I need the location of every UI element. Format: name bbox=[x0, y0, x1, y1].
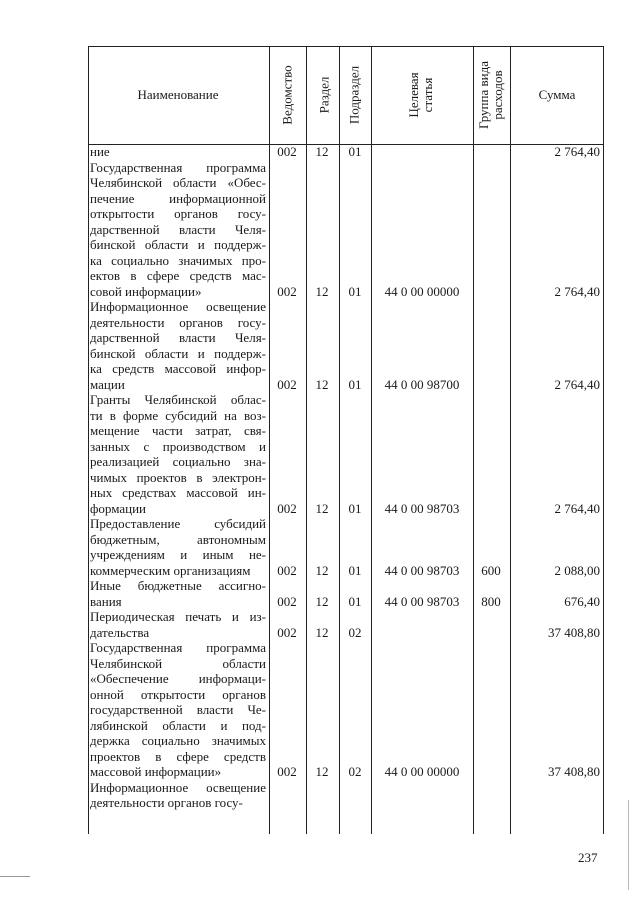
row-raz: 12 bbox=[315, 562, 329, 578]
row-name-line: Предоставление субсидий bbox=[90, 516, 266, 531]
table-row bbox=[88, 780, 604, 811]
row-name-line: печение информационной bbox=[90, 190, 266, 206]
row-name-line: ных средствах массовой ин- bbox=[90, 485, 266, 500]
row-ved: 002 bbox=[277, 283, 297, 299]
header-name-label: Наименование bbox=[137, 87, 219, 102]
row-sum: 37 408,80 bbox=[548, 624, 600, 640]
row-vr: 600 bbox=[481, 562, 501, 578]
row-vr: 800 bbox=[481, 593, 501, 609]
row-name-line: чимых проектов в электрон- bbox=[90, 469, 266, 485]
row-name-line: открытости органов госу- bbox=[90, 206, 266, 221]
table-row bbox=[88, 609, 604, 640]
row-name-line: мации bbox=[90, 376, 125, 392]
row-name bbox=[90, 392, 266, 516]
row-sum: 2 764,40 bbox=[554, 144, 600, 159]
row-podr: 02 bbox=[348, 624, 362, 640]
row-raz: 12 bbox=[315, 764, 329, 779]
header-gruppa-line2: расходов bbox=[490, 70, 505, 120]
header-celevaya bbox=[407, 72, 435, 117]
row-ved: 002 bbox=[277, 144, 297, 159]
row-name bbox=[90, 144, 266, 160]
row-sum: 2 088,00 bbox=[554, 562, 600, 578]
row-name-line: Государственная программа bbox=[90, 159, 266, 175]
row-podr: 02 bbox=[348, 764, 362, 779]
row-raz: 12 bbox=[315, 376, 329, 392]
row-podr: 01 bbox=[348, 593, 362, 609]
scan-edge-mark bbox=[628, 800, 629, 890]
header-razdel: Раздел bbox=[316, 76, 332, 114]
row-name bbox=[90, 299, 266, 392]
row-name bbox=[90, 578, 266, 609]
row-name-line: учреждениям и иным не- bbox=[90, 547, 266, 562]
row-cs: 44 0 00 98703 bbox=[384, 593, 460, 609]
header-gruppa-line1: Группа вида bbox=[476, 61, 491, 129]
row-name-line: лябинской области и под- bbox=[90, 717, 266, 733]
row-name-line: ка социально значимых про- bbox=[90, 252, 266, 268]
row-name-line: бюджетным, автономным bbox=[90, 531, 266, 547]
header-vedomstvo: Ведомство bbox=[279, 65, 295, 125]
row-podr: 01 bbox=[348, 144, 362, 159]
row-name-line: деятельности органов госу- bbox=[90, 314, 266, 330]
row-sum: 2 764,40 bbox=[554, 283, 600, 299]
page-number: 237 bbox=[578, 850, 598, 865]
row-name-line: дарственной власти Челя- bbox=[90, 330, 266, 345]
header-celevaya-line2: статья bbox=[420, 77, 435, 113]
row-sum: 2 764,40 bbox=[554, 376, 600, 392]
row-name-line: реализацией социально зна- bbox=[90, 454, 266, 469]
table-row bbox=[88, 299, 604, 392]
row-name-line: ка средств массовой инфор- bbox=[90, 361, 266, 376]
table-row bbox=[88, 160, 604, 300]
table-row bbox=[88, 144, 604, 160]
row-name bbox=[90, 780, 266, 811]
row-name-line: Периодическая печать и из- bbox=[90, 609, 266, 624]
row-name-line: государственной власти Че- bbox=[90, 702, 266, 717]
row-cs: 44 0 00 00000 bbox=[384, 283, 460, 299]
header-summa-label: Сумма bbox=[538, 87, 576, 102]
row-name-line: мещение части затрат, свя- bbox=[90, 423, 266, 438]
row-podr: 01 bbox=[348, 562, 362, 578]
row-raz: 12 bbox=[315, 593, 329, 609]
row-name-line: «Обеспечение информаци- bbox=[90, 671, 266, 686]
row-name bbox=[90, 640, 266, 780]
row-name-line: Гранты Челябинской облас- bbox=[90, 392, 266, 407]
row-name-line: бинской области и поддерж- bbox=[90, 345, 266, 361]
row-name-line: массовой информации» bbox=[90, 764, 222, 779]
row-name-line: Челябинской области «Обес- bbox=[90, 175, 266, 190]
row-podr: 01 bbox=[348, 376, 362, 392]
table-row bbox=[88, 516, 604, 578]
row-name bbox=[90, 160, 266, 300]
row-name-line: онной открытости органов bbox=[90, 686, 266, 702]
row-raz: 12 bbox=[315, 624, 329, 640]
row-raz: 12 bbox=[315, 500, 329, 516]
row-cs: 44 0 00 98703 bbox=[384, 562, 460, 578]
row-name-line: ти в форме субсидий на воз- bbox=[90, 407, 266, 423]
row-name-line: формации bbox=[90, 500, 147, 516]
header-celevaya-line1: Целевая bbox=[406, 72, 421, 118]
row-name-line: проектов в сфере средств bbox=[90, 748, 266, 764]
row-cs: 44 0 00 98700 bbox=[384, 376, 460, 392]
row-ved: 002 bbox=[277, 593, 297, 609]
table-row bbox=[88, 392, 604, 516]
row-raz: 12 bbox=[315, 283, 329, 299]
row-name-line: вания bbox=[90, 593, 122, 609]
row-name-line: коммерческим организациям bbox=[90, 562, 251, 578]
row-name-line: Иные бюджетные ассигно- bbox=[90, 578, 266, 593]
row-name-line: Челябинской области bbox=[90, 655, 266, 671]
header-gruppa bbox=[477, 61, 505, 129]
row-cs: 44 0 00 98703 bbox=[384, 500, 460, 516]
header-podrazdel: Подраздел bbox=[346, 65, 362, 125]
row-name-line: дательства bbox=[90, 624, 150, 640]
row-sum: 37 408,80 bbox=[548, 764, 600, 779]
table-row bbox=[88, 578, 604, 609]
row-name-line: ектов в сфере средств мас- bbox=[90, 268, 266, 283]
row-ved: 002 bbox=[277, 500, 297, 516]
row-ved: 002 bbox=[277, 376, 297, 392]
row-name-line: ние bbox=[90, 144, 110, 159]
row-sum: 676,40 bbox=[564, 593, 600, 609]
row-name-line: бинской области и поддерж- bbox=[90, 237, 266, 252]
row-cs: 44 0 00 00000 bbox=[384, 764, 460, 779]
table-row bbox=[88, 640, 604, 780]
row-raz: 12 bbox=[315, 144, 329, 159]
scan-corner-mark bbox=[0, 876, 30, 877]
row-podr: 01 bbox=[348, 283, 362, 299]
row-name-line: Информационное освещение bbox=[90, 779, 266, 795]
row-name bbox=[90, 516, 266, 578]
header-summa bbox=[510, 46, 604, 144]
row-sum: 2 764,40 bbox=[554, 500, 600, 516]
row-name-line: деятельности органов госу- bbox=[90, 795, 243, 810]
row-name-line: совой информации» bbox=[90, 283, 202, 299]
row-podr: 01 bbox=[348, 500, 362, 516]
budget-table bbox=[88, 46, 604, 834]
row-name-line: держка социально значимых bbox=[90, 733, 266, 748]
row-name-line: занных с производством и bbox=[90, 438, 266, 454]
row-name-line: Государственная программа bbox=[90, 640, 266, 655]
row-ved: 002 bbox=[277, 562, 297, 578]
header-name bbox=[88, 46, 268, 144]
row-ved: 002 bbox=[277, 624, 297, 640]
row-name bbox=[90, 609, 266, 640]
row-name-line: дарственной власти Челя- bbox=[90, 221, 266, 237]
row-name-line: Информационное освещение bbox=[90, 299, 266, 314]
row-ved: 002 bbox=[277, 764, 297, 779]
